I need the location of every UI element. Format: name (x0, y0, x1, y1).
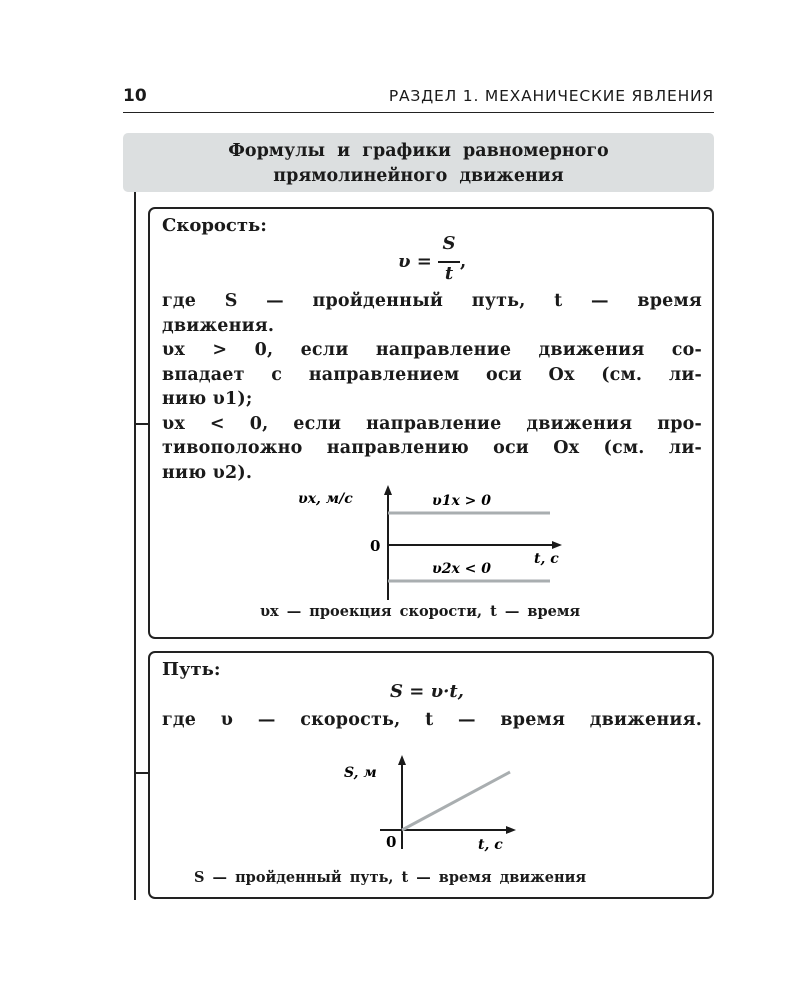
speed-formula (398, 235, 518, 289)
speed-line-8: нию υ2). (162, 462, 253, 483)
topic-title-line2: прямолинейного движения (273, 166, 564, 186)
speed-line-1: где S — пройденный путь, t — время (162, 291, 702, 311)
tree-branch-path (134, 772, 148, 774)
speed-line-6: υx < 0, если направление движения про- (162, 413, 702, 434)
section-title: РАЗДЕЛ 1. МЕХАНИЧЕСКИЕ ЯВЛЕНИЯ (388, 87, 714, 105)
velocity-graph (280, 483, 600, 603)
v1-label: υ1x > 0 (432, 493, 492, 509)
speed-caption: υx — проекция скорости, t — время (260, 603, 581, 620)
speed-line-3: υx > 0, если направление движения со- (162, 340, 702, 360)
path-y-arrow (398, 755, 406, 765)
speed-heading: Скорость: (162, 215, 267, 236)
path-caption: S — пройденный путь, t — время движения (194, 869, 587, 886)
speed-formula-numerator: S (442, 233, 456, 254)
path-card (148, 651, 714, 899)
path-graph (330, 751, 530, 859)
path-origin-label: 0 (386, 833, 397, 851)
path-x-label: t, с (478, 837, 503, 853)
tree-connector (134, 192, 136, 900)
velocity-x-label: t, с (534, 551, 559, 567)
speed-card (148, 207, 714, 639)
path-series-line (402, 772, 510, 830)
topic-title (123, 133, 714, 192)
speed-line-4: впадает с направлением оси Ox (см. ли- (162, 364, 702, 385)
speed-formula-comma: , (460, 251, 467, 272)
speed-line-5: нию υ1); (162, 389, 253, 409)
path-x-arrow (506, 826, 516, 834)
tree-branch-speed (134, 423, 148, 425)
path-line-1: где υ — скорость, t — время движения. (162, 710, 702, 730)
page-number: 10 (123, 86, 147, 106)
speed-line-2: движения. (162, 315, 275, 336)
speed-formula-denominator: t (444, 263, 454, 284)
velocity-origin-label: 0 (370, 537, 381, 555)
speed-formula-lhs: υ = (398, 251, 432, 272)
path-heading: Путь: (162, 659, 221, 680)
velocity-y-arrow (384, 485, 392, 495)
path-description (162, 708, 702, 733)
path-y-label: S, м (344, 765, 377, 781)
velocity-y-label: υx, м/с (298, 491, 353, 507)
topic-title-line1: Формулы и графики равномерного (228, 141, 609, 161)
v2-label: υ2x < 0 (432, 561, 492, 577)
speed-line-7: тивоположно направлению оси Ox (см. ли- (162, 438, 702, 458)
speed-description (162, 289, 702, 485)
path-formula: S = υ·t, (390, 681, 464, 702)
velocity-x-arrow (552, 541, 562, 549)
page-header (123, 86, 714, 113)
